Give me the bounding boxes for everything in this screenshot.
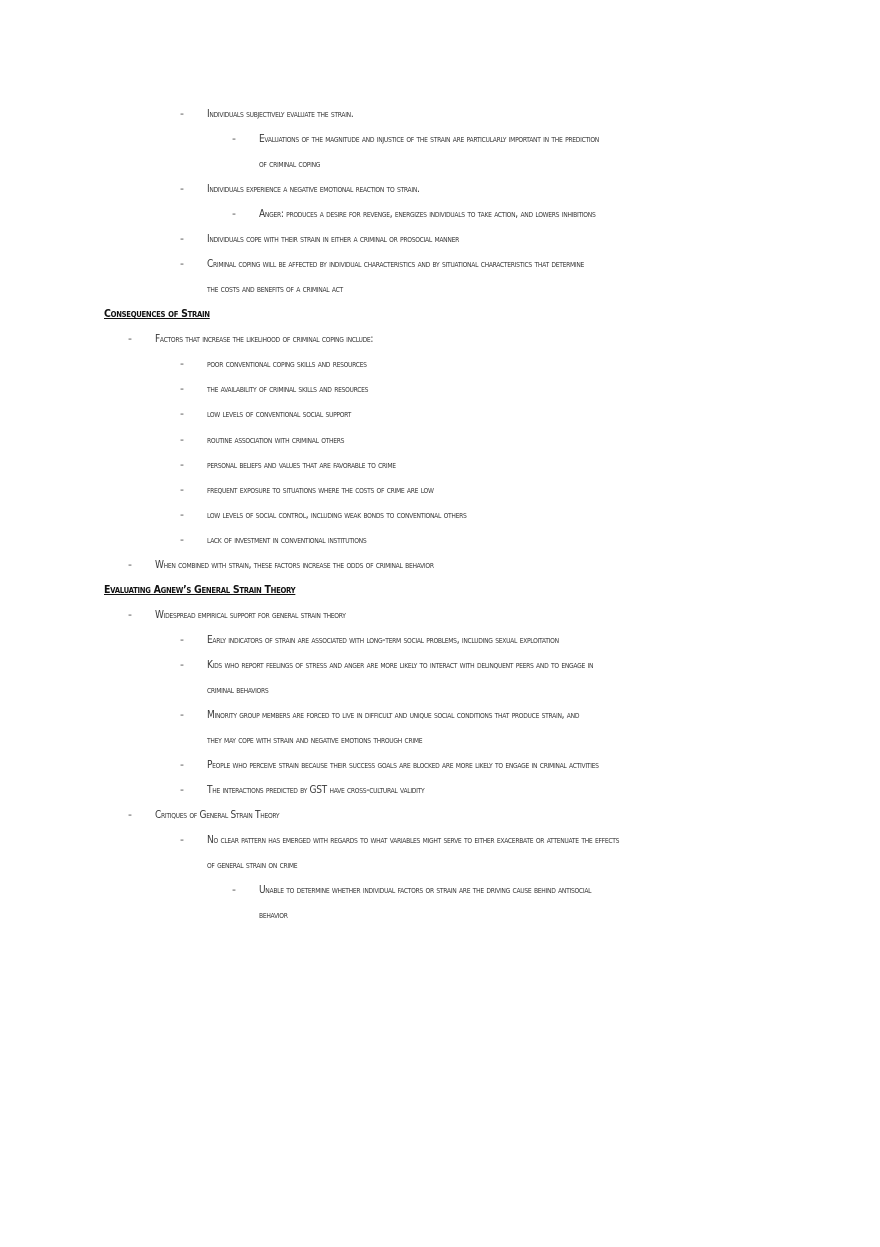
list-item-text: Factors that increase the likelihood of criminal coping include:: [155, 333, 374, 345]
list-item-text: lack of investment in conventional institutions: [207, 534, 367, 546]
bullet-dash: -: [232, 132, 236, 145]
list-item-text: Individuals experience a negative emotional reaction to strain.: [207, 183, 420, 195]
list-item-text: personal beliefs and values that are favorable to crime: [207, 459, 396, 471]
list-item-text: the costs and benefits of a criminal act: [207, 283, 343, 295]
list-item-text: People who perceive strain because their success goals are blocked are more likely to engage in criminal activities: [207, 759, 599, 771]
list-item-text: No clear pattern has emerged with regards to what variables might serve to either exacerbate or attenuate the effects: [207, 834, 620, 846]
bullet-dash: -: [180, 382, 184, 395]
bullet-dash: -: [180, 357, 184, 370]
list-item-text: Individuals subjectively evaluate the strain.: [207, 108, 354, 120]
bullet-dash: -: [180, 758, 184, 771]
list-item-text: Unable to determine whether individual factors or strain are the driving cause behind antisocial: [259, 884, 592, 896]
list-item-text: criminal behaviors: [207, 684, 269, 696]
bullet-dash: -: [180, 107, 184, 120]
bullet-dash: -: [180, 708, 184, 721]
bullet-dash: -: [180, 633, 184, 646]
section-heading-consequences: Consequences of Strain: [104, 307, 210, 320]
list-item-text: routine association with criminal others: [207, 434, 345, 446]
list-item-text: Widespread empirical support for general strain theory: [155, 609, 346, 621]
list-item-text: of general strain on crime: [207, 859, 298, 871]
list-item-text: behavior: [259, 909, 288, 921]
list-item-text: they may cope with strain and negative emotions through crime: [207, 734, 423, 746]
bullet-dash: -: [128, 808, 132, 821]
list-item-text: poor conventional coping skills and resources: [207, 358, 367, 370]
bullet-dash: -: [180, 533, 184, 546]
list-item-text: Individuals cope with their strain in either a criminal or prosocial manner: [207, 233, 459, 245]
bullet-dash: -: [232, 883, 236, 896]
bullet-dash: -: [128, 558, 132, 571]
list-item-text: Evaluations of the magnitude and injustice of the strain are particularly important in the prediction: [259, 133, 599, 145]
bullet-dash: -: [180, 658, 184, 671]
list-item-text: Critiques of General Strain Theory: [155, 809, 280, 821]
bullet-dash: -: [180, 257, 184, 270]
list-item-text: When combined with strain, these factors increase the odds of criminal behavior: [155, 559, 434, 571]
bullet-dash: -: [128, 608, 132, 621]
bullet-dash: -: [180, 458, 184, 471]
bullet-dash: -: [180, 833, 184, 846]
list-item-text: of criminal coping: [259, 158, 321, 170]
bullet-dash: -: [180, 232, 184, 245]
bullet-dash: -: [232, 207, 236, 220]
section-heading-evaluating: Evaluating Agnew’s General Strain Theory: [104, 583, 296, 596]
list-item-text: Anger: produces a desire for revenge, energizes individuals to take action, and lowers inhibitions: [259, 208, 596, 220]
list-item-text: low levels of conventional social support: [207, 408, 351, 420]
bullet-dash: -: [180, 433, 184, 446]
list-item-text: the availability of criminal skills and resources: [207, 383, 369, 395]
bullet-dash: -: [180, 783, 184, 796]
list-item-text: Kids who report feelings of stress and anger are more likely to interact with delinquent peers and to engage in: [207, 659, 594, 671]
list-item-text: Early indicators of strain are associated with long-term social problems, including sexual exploitation: [207, 634, 559, 646]
bullet-dash: -: [128, 332, 132, 345]
list-item-text: low levels of social control, including weak bonds to conventional others: [207, 509, 467, 521]
list-item-text: Minority group members are forced to live in difficult and unique social conditions that produce strain, and: [207, 709, 580, 721]
list-item-text: Criminal coping will be affected by individual characteristics and by situational characteristics that determine: [207, 258, 585, 270]
bullet-dash: -: [180, 182, 184, 195]
bullet-dash: -: [180, 407, 184, 420]
list-item-text: frequent exposure to situations where the costs of crime are low: [207, 484, 434, 496]
bullet-dash: -: [180, 483, 184, 496]
bullet-dash: -: [180, 508, 184, 521]
list-item-text: The interactions predicted by GST have cross-cultural validity: [207, 784, 425, 796]
